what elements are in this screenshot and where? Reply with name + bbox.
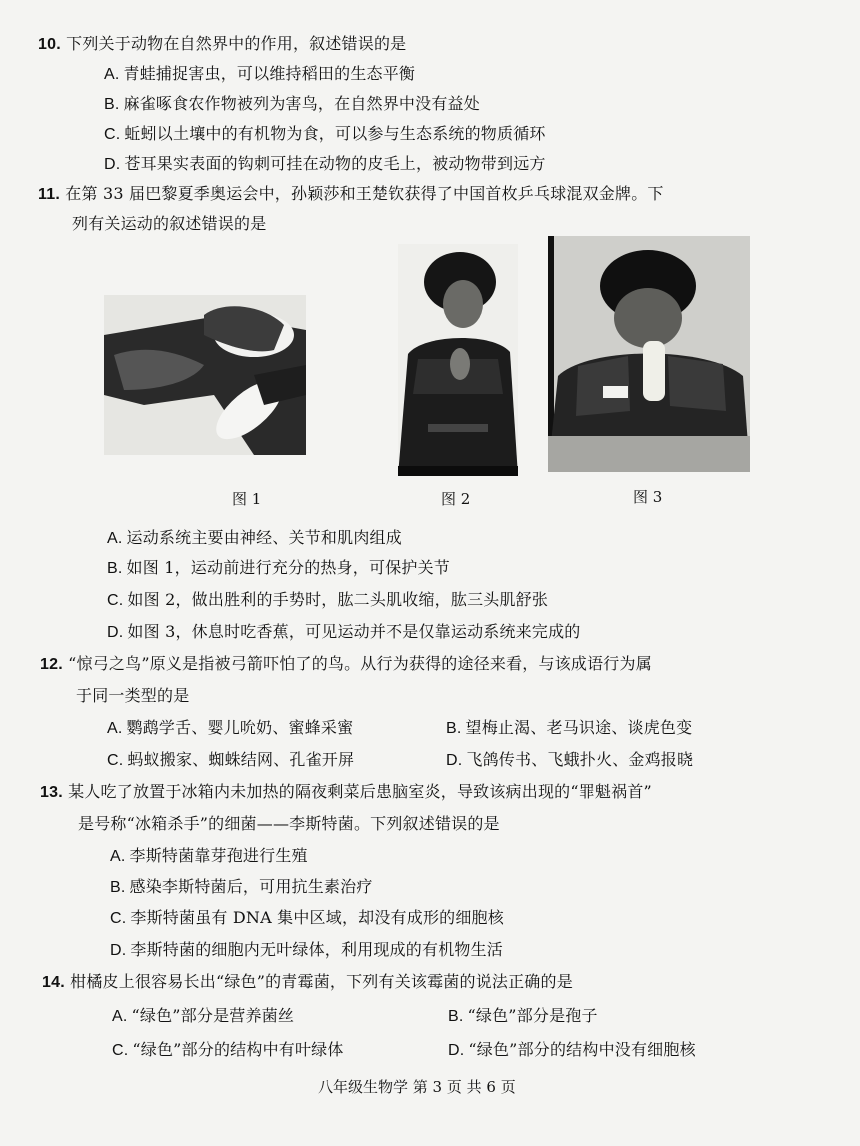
- q10-stem-text: 下列关于动物在自然界中的作用，叙述错误的是: [66, 34, 407, 53]
- option-text: 鹦鹉学舌、婴儿吮奶、蜜蜂采蜜: [126, 718, 354, 737]
- q11-option-c: [107, 590, 548, 611]
- q11-number: 11.: [38, 186, 60, 203]
- option-text: 蚂蚁搬家、蜘蛛结网、孔雀开屏: [127, 750, 355, 769]
- q14-stem-text: 柑橘皮上很容易长出“绿色”的青霉菌，下列有关该霉菌的说法正确的是: [70, 972, 573, 991]
- figure-2-caption: 图 2: [441, 490, 471, 508]
- q14-option-a: [112, 1006, 294, 1027]
- option-text: “绿色”部分的结构中没有细胞核: [468, 1040, 696, 1059]
- option-text: 如图 3，休息时吃香蕉，可见运动并不是仅靠运动系统来完成的: [127, 622, 581, 641]
- option-label: C.: [107, 752, 124, 769]
- figure-2-photo: [398, 244, 518, 476]
- option-label: C.: [112, 1042, 129, 1059]
- option-label: B.: [446, 720, 462, 737]
- q10-stem: [38, 34, 406, 55]
- option-label: C.: [104, 126, 121, 143]
- option-label: D.: [110, 942, 127, 959]
- option-text: “绿色”部分是营养菌丝: [131, 1006, 295, 1025]
- q11-stem-line2: [72, 214, 266, 234]
- q12-stem-line2: [76, 686, 189, 706]
- option-label: A.: [112, 1008, 128, 1025]
- q13-stem-text: 某人吃了放置于冰箱内未加热的隔夜剩菜后患脑室炎，导致该病出现的“罪魁祸首”: [68, 782, 652, 801]
- q13-option-c: [110, 908, 504, 929]
- q13-number: 13.: [40, 784, 63, 801]
- q11-stem-text-2: 列有关运动的叙述错误的是: [72, 214, 267, 233]
- q12-option-a: [107, 718, 353, 739]
- q11-option-b: [107, 558, 450, 579]
- q11-option-a: [107, 528, 402, 549]
- q12-number: 12.: [40, 656, 63, 673]
- q11-option-d: [107, 622, 580, 643]
- page-footer: 八年级生物学 第 3 页 共 6 页: [318, 1078, 516, 1096]
- option-label: A.: [104, 66, 120, 83]
- option-text: 如图 2，做出胜利的手势时，肱二头肌收缩，肱三头肌舒张: [127, 590, 549, 609]
- option-label: D.: [107, 624, 124, 641]
- q14-number: 14.: [42, 974, 65, 991]
- option-text: 苍耳果实表面的钩刺可挂在动物的皮毛上，被动物带到远方: [124, 154, 546, 173]
- q14-option-c: [112, 1040, 344, 1061]
- option-text: “绿色”部分是孢子: [467, 1006, 598, 1025]
- q12-option-d: [446, 750, 693, 771]
- q11-stem-text: 在第 33 届巴黎夏季奥运会中，孙颖莎和王楚钦获得了中国首枚乒乓球混双金牌。下: [65, 184, 664, 203]
- q13-option-a: [110, 846, 308, 867]
- q12-stem-text: “惊弓之鸟”原义是指被弓箭吓怕了的鸟。从行为获得的途径来看，与该成语行为属: [68, 654, 652, 673]
- q12-stem-text-2: 于同一类型的是: [76, 686, 190, 705]
- figure-1-caption: 图 1: [232, 490, 262, 508]
- figure-1-photo: [104, 295, 306, 455]
- q10-option-c: [104, 124, 546, 145]
- q13-stem-text-2: 是号称“冰箱杀手”的细菌——李斯特菌。下列叙述错误的是: [78, 814, 500, 833]
- q13-option-b: [110, 877, 373, 898]
- option-text: 李斯特菌虽有 DNA 集中区域，却没有成形的细胞核: [130, 908, 504, 927]
- option-text: 感染李斯特菌后，可用抗生素治疗: [129, 877, 373, 896]
- option-label: A.: [107, 720, 123, 737]
- option-label: A.: [110, 848, 126, 865]
- q14-stem: [42, 972, 573, 993]
- option-text: 李斯特菌靠芽孢进行生殖: [129, 846, 308, 865]
- option-text: 李斯特菌的细胞内无叶绿体，利用现成的有机物生活: [130, 940, 504, 959]
- figure-3-photo: [548, 236, 750, 472]
- q12-option-c: [107, 750, 354, 771]
- option-label: D.: [448, 1042, 465, 1059]
- option-label: C.: [110, 910, 127, 927]
- q13-stem-line2: [78, 814, 500, 834]
- option-label: A.: [107, 530, 123, 547]
- q10-option-a: [104, 64, 415, 85]
- q14-option-d: [448, 1040, 696, 1061]
- option-text: 青蛙捕捉害虫，可以维持稻田的生态平衡: [123, 64, 416, 83]
- option-label: B.: [104, 96, 120, 113]
- q12-stem-line1: [40, 654, 652, 675]
- option-text: 如图 1，运动前进行充分的热身，可保护关节: [126, 558, 450, 577]
- option-text: 蚯蚓以土壤中的有机物为食，可以参与生态系统的物质循环: [124, 124, 546, 143]
- q11-stem-line1: [38, 184, 664, 205]
- q13-stem-line1: [40, 782, 652, 803]
- q10-option-b: [104, 94, 480, 115]
- option-label: D.: [446, 752, 463, 769]
- option-text: 望梅止渴、老马识途、谈虎色变: [465, 718, 693, 737]
- option-label: C.: [107, 592, 124, 609]
- q12-option-b: [446, 718, 692, 739]
- option-text: “绿色”部分的结构中有叶绿体: [132, 1040, 344, 1059]
- option-label: B.: [107, 560, 123, 577]
- option-text: 运动系统主要由神经、关节和肌肉组成: [126, 528, 402, 547]
- option-text: 麻雀啄食农作物被列为害鸟，在自然界中没有益处: [123, 94, 480, 113]
- option-label: D.: [104, 156, 121, 173]
- option-label: B.: [448, 1008, 464, 1025]
- q13-option-d: [110, 940, 503, 961]
- figure-3-caption: 图 3: [633, 488, 663, 506]
- option-label: B.: [110, 879, 126, 896]
- q10-number: 10.: [38, 36, 61, 53]
- option-text: 飞鸽传书、飞蛾扑火、金鸡报晓: [466, 750, 694, 769]
- q14-option-b: [448, 1006, 598, 1027]
- q10-option-d: [104, 154, 546, 175]
